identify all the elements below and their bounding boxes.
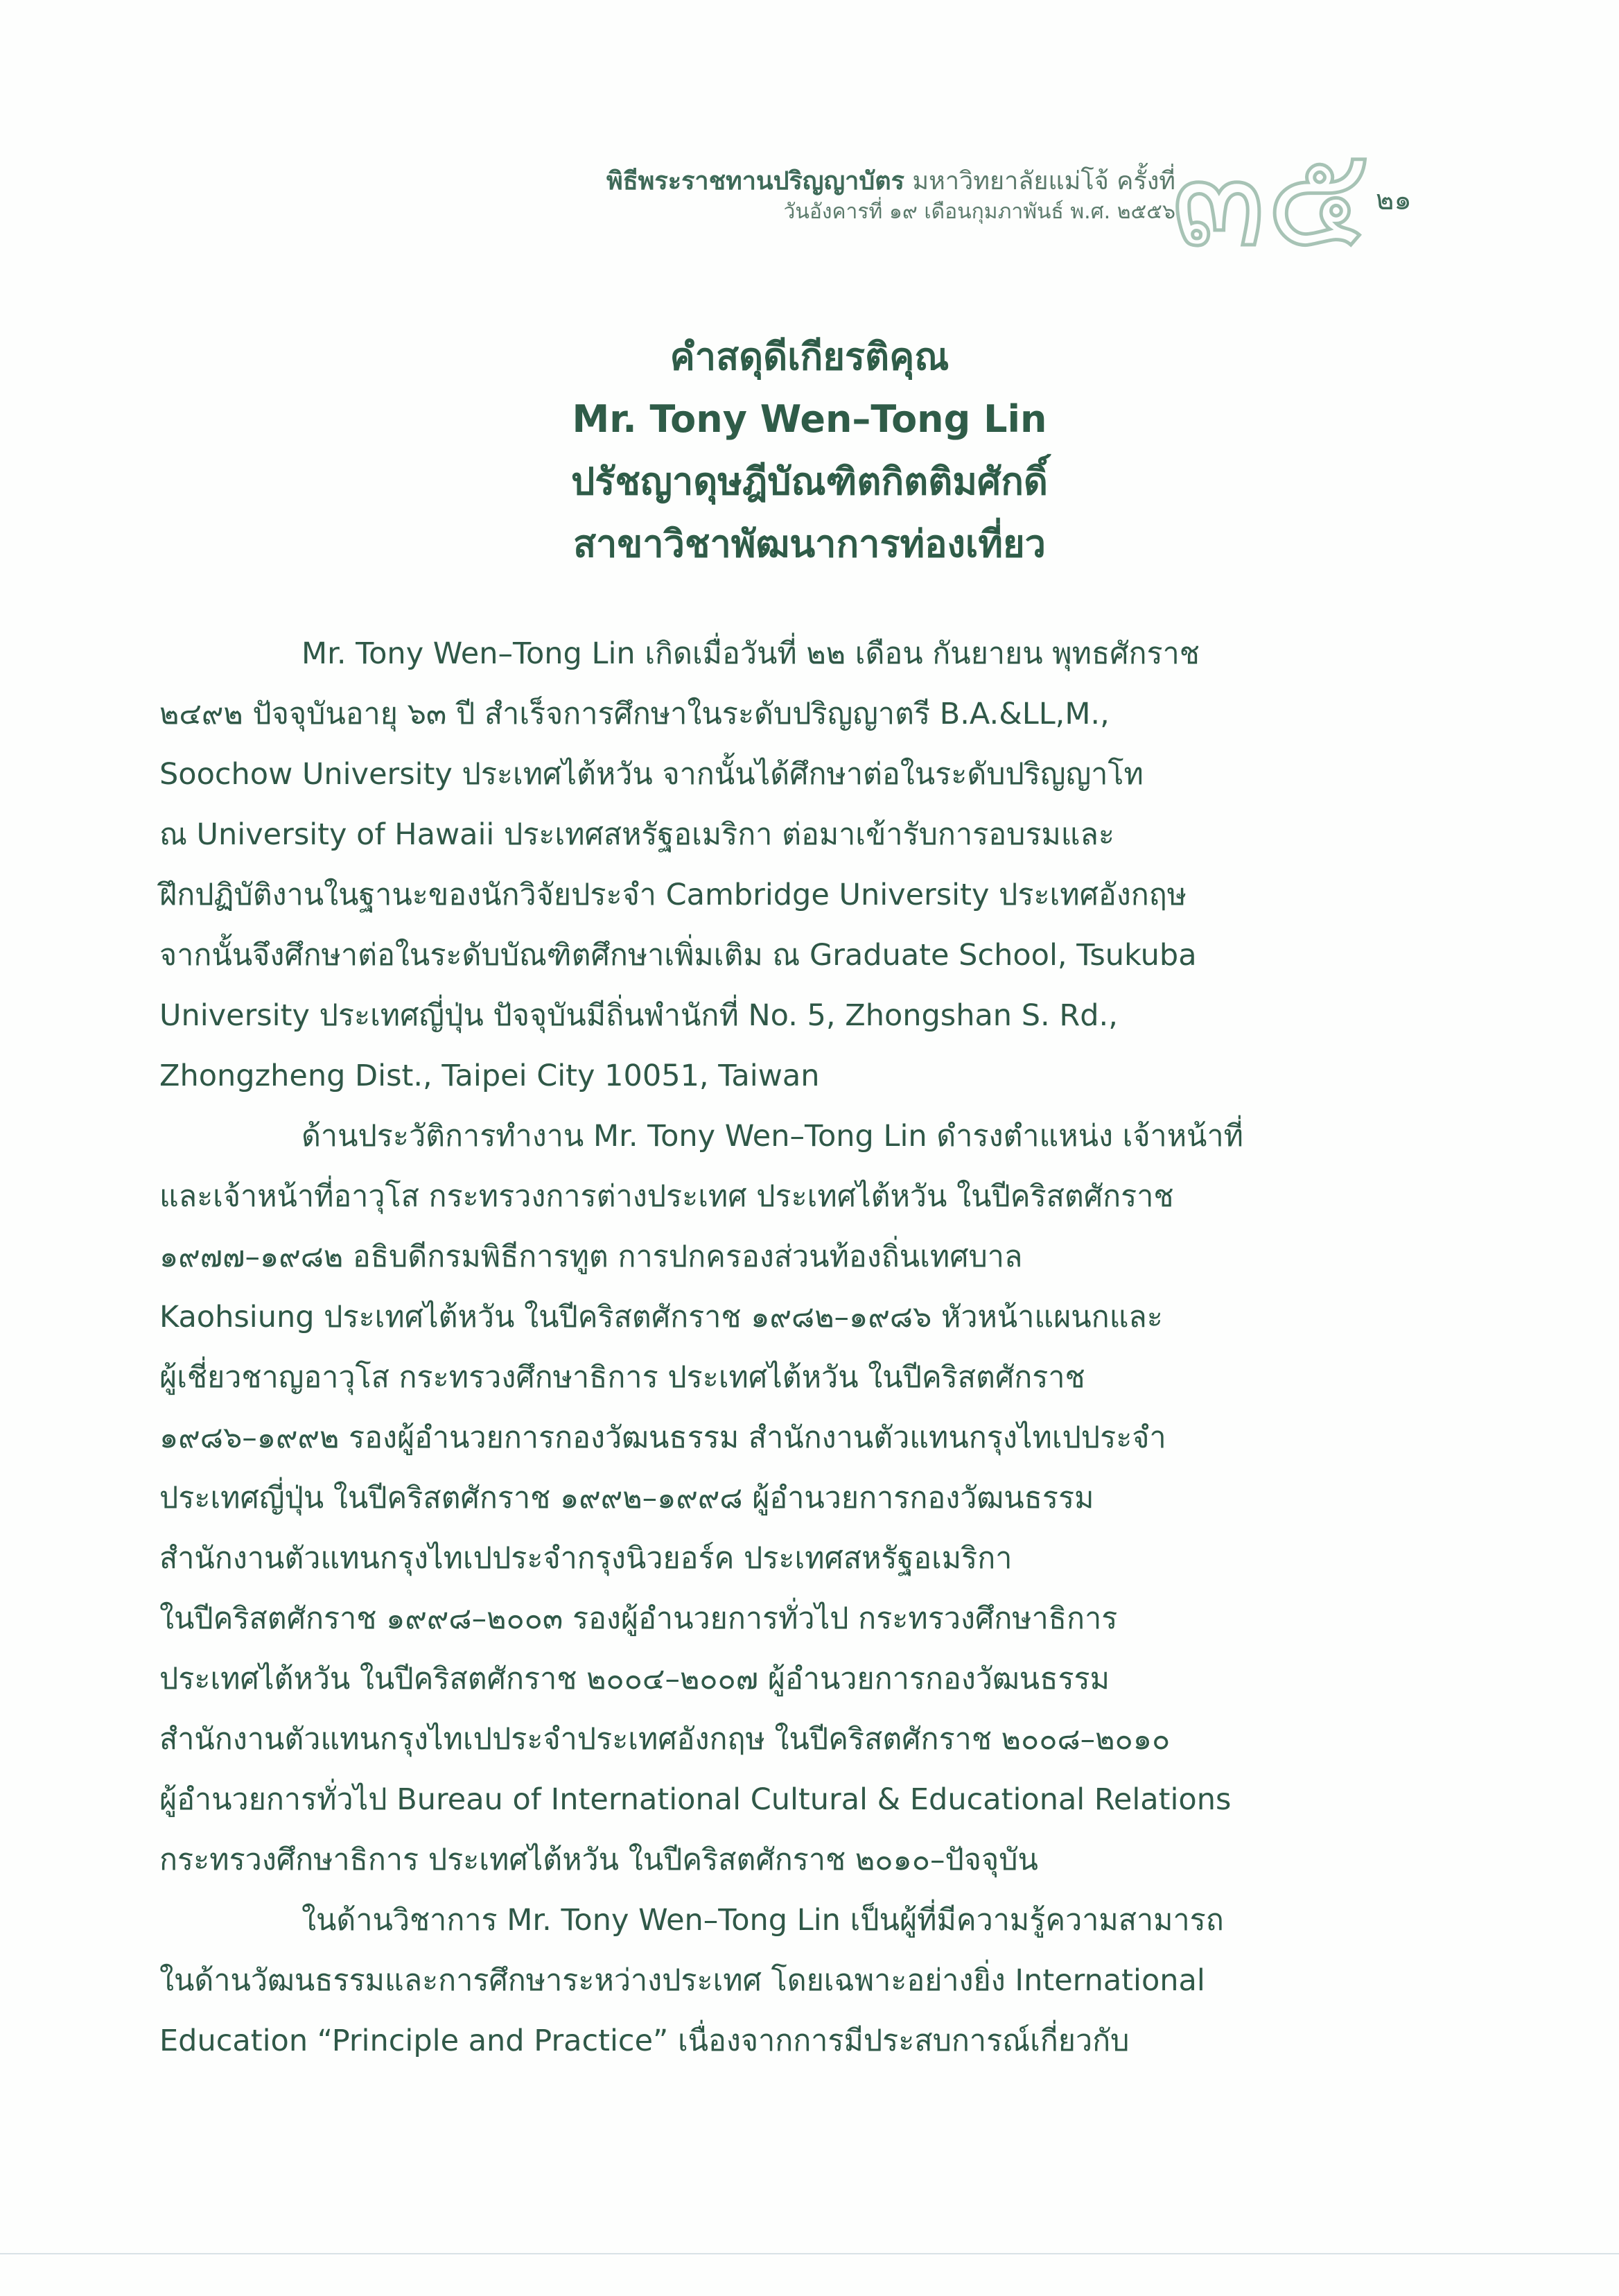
title-line-1: คำสดุดีเกียรติคุณ bbox=[670, 335, 949, 379]
ceremony-title-strong: พิธีพระราชทานปริญญาบัตร bbox=[606, 167, 904, 195]
paragraph-line: Kaohsiung ประเทศไต้หวัน ในปีคริสตศักราช ๑๙๘๒–๑๙๘๖ หัวหน้าแผนกและ bbox=[159, 1300, 1163, 1334]
paragraph-line: University ประเทศญี่ปุ่น ปัจจุบันมีถิ่นพำนักที่ No. 5, Zhongshan S. Rd., bbox=[159, 998, 1118, 1033]
paragraph-line: ฝึกปฏิบัติงานในฐานะของนักวิจัยประจำ Cambridge University ประเทศอังกฤษ bbox=[159, 878, 1187, 912]
paragraph-line: สำนักงานตัวแทนกรุงไทเปประจำประเทศอังกฤษ ในปีคริสตศักราช ๒๐๐๘–๒๐๑๐ bbox=[159, 1722, 1171, 1757]
paragraph-line: ๒๔๙๒ ปัจจุบันอายุ ๖๓ ปี สำเร็จการศึกษาในระดับปริญญาตรี B.A.&LL,M., bbox=[159, 697, 1110, 731]
paragraph-line: Education “Principle and Practice” เนื่องจากการมีประสบการณ์เกี่ยวกับ bbox=[159, 2024, 1130, 2058]
paragraph-line: และเจ้าหน้าที่อาวุโส กระทรวงการต่างประเทศ ประเทศไต้หวัน ในปีคริสตศักราช bbox=[159, 1179, 1174, 1214]
paragraph-line: ในปีคริสตศักราช ๑๙๙๘–๒๐๐๓ รองผู้อำนวยการทั่วไป กระทรวงศึกษาธิการ bbox=[159, 1601, 1118, 1636]
ceremony-title bbox=[606, 166, 1175, 197]
paragraph-line: ประเทศไต้หวัน ในปีคริสตศักราช ๒๐๐๔–๒๐๐๗ ผู้อำนวยการกองวัฒนธรรม bbox=[159, 1662, 1110, 1696]
title-block bbox=[0, 326, 1619, 575]
paragraph-line: ผู้อำนวยการทั่วไป Bureau of International Cultural & Educational Relations bbox=[159, 1782, 1232, 1817]
paragraph-line: จากนั้นจึงศึกษาต่อในระดับบัณฑิตศึกษาเพิ่มเติม ณ Graduate School, Tsukuba bbox=[159, 938, 1197, 973]
ceremony-date: วันอังคารที่ ๑๙ เดือนกุมภาพันธ์ พ.ศ. ๒๕๕๖ bbox=[783, 200, 1175, 224]
paragraph-line: Zhongzheng Dist., Taipei City 10051, Taiwan bbox=[159, 1059, 820, 1093]
title-line-4: สาขาวิชาพัฒนาการท่องเที่ยว bbox=[573, 522, 1046, 566]
ceremony-header bbox=[606, 166, 1175, 227]
paragraph-line: สำนักงานตัวแทนกรุงไทเปประจำกรุงนิวยอร์ค ประเทศสหรัฐอเมริกา bbox=[159, 1541, 1013, 1576]
paragraph-line: ผู้เชี่ยวชาญอาวุโส กระทรวงศึกษาธิการ ประเทศไต้หวัน ในปีคริสตศักราช bbox=[159, 1360, 1085, 1395]
title-line-3: ปรัชญาดุษฎีบัณฑิตกิตติมศักดิ์ bbox=[571, 460, 1048, 503]
paragraph-line: ในด้านวัฒนธรรมและการศึกษาระหว่างประเทศ โดยเฉพาะอย่างยิ่ง International bbox=[159, 1963, 1205, 1998]
paragraph-line: ประเทศญี่ปุ่น ในปีคริสตศักราช ๑๙๙๒–๑๙๙๘ ผู้อำนวยการกองวัฒนธรรม bbox=[159, 1481, 1094, 1515]
page-edge-line bbox=[0, 2253, 1619, 2254]
paragraph-line: กระทรวงศึกษาธิการ ประเทศไต้หวัน ในปีคริสตศักราช ๒๐๑๐–ปัจจุบัน bbox=[159, 1843, 1038, 1877]
ceremony-number: ๓๕ bbox=[1171, 116, 1372, 278]
page-number: ๒๑ bbox=[1376, 184, 1412, 216]
body-text bbox=[159, 624, 1379, 2071]
paragraph-line: Mr. Tony Wen–Tong Lin เกิดเมื่อวันที่ ๒๒ เดือน กันยายน พุทธศักราช bbox=[301, 636, 1200, 671]
title-line-2: Mr. Tony Wen–Tong Lin bbox=[572, 397, 1047, 441]
ceremony-title-rest: มหาวิทยาลัยแม่โจ้ ครั้งที่ bbox=[904, 167, 1175, 195]
paragraph-line: ณ University of Hawaii ประเทศสหรัฐอเมริกา ต่อมาเข้ารับการอบรมและ bbox=[159, 817, 1114, 852]
paragraph-line: Soochow University ประเทศไต้หวัน จากนั้นได้ศึกษาต่อในระดับปริญญาโท bbox=[159, 757, 1144, 792]
paragraph-line: ๑๙๗๗–๑๙๘๒ อธิบดีกรมพิธีการทูต การปกครองส่วนท้องถิ่นเทศบาล bbox=[159, 1240, 1023, 1274]
paragraph-line: ๑๙๘๖–๑๙๙๒ รองผู้อำนวยการกองวัฒนธรรม สำนักงานตัวแทนกรุงไทเปประจำ bbox=[159, 1420, 1166, 1455]
paragraph-line: ด้านประวัติการทำงาน Mr. Tony Wen–Tong Lin ดำรงตำแหน่ง เจ้าหน้าที่ bbox=[301, 1119, 1243, 1154]
paragraph-line: ในด้านวิชาการ Mr. Tony Wen–Tong Lin เป็นผู้ที่มีความรู้ความสามารถ bbox=[301, 1903, 1224, 1938]
